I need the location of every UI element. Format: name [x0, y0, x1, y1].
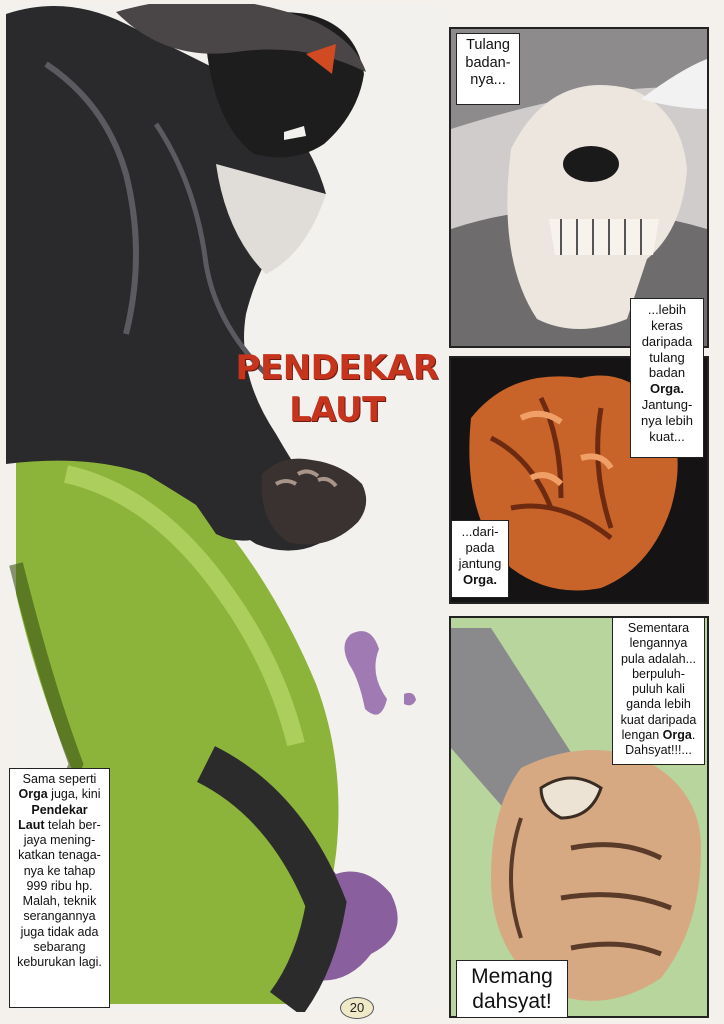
caption-line — [14, 803, 105, 818]
caption-line: kuat... — [649, 428, 685, 444]
caption-name: Orga — [662, 727, 692, 742]
caption-line: nya... — [470, 72, 506, 89]
caption-line: puluh kali — [632, 682, 685, 696]
caption-line — [14, 787, 105, 802]
caption-line: jaya mening- — [23, 833, 96, 847]
caption-text: lengan — [621, 727, 663, 742]
caption-line: pada — [465, 539, 495, 555]
caption-line: badan- — [465, 54, 511, 71]
caption-line: ...lebih — [647, 302, 687, 317]
caption-line: ganda lebih — [626, 697, 691, 712]
caption-text: . — [691, 727, 696, 742]
caption-line: lengannya — [629, 636, 688, 651]
caption-line: Jantung- — [641, 397, 693, 413]
caption-name: Orga. — [650, 381, 684, 397]
caption-line: nya lebih — [640, 413, 694, 429]
caption-name: Laut — [18, 817, 45, 832]
caption-name: Pendekar — [31, 802, 88, 817]
caption-line: serangannya — [23, 909, 96, 924]
caption-line: Malah, teknik — [22, 894, 97, 908]
caption-line — [617, 728, 700, 743]
page-number: 20 — [340, 997, 374, 1019]
caption-line: juga tidak ada — [20, 924, 99, 939]
caption-line: 999 ribu hp. — [26, 878, 93, 893]
caption-skull-top — [456, 33, 520, 105]
caption-line: ...dari- — [461, 524, 499, 539]
caption-heart — [451, 520, 509, 598]
caption-line — [456, 572, 504, 588]
caption-line: Sama seperti — [22, 772, 97, 786]
caption-line — [635, 381, 699, 397]
caption-line — [14, 818, 105, 833]
caption-line: Sementara — [627, 621, 690, 635]
caption-skull-bottom — [630, 298, 704, 458]
caption-fist-bottom — [456, 960, 568, 1018]
caption-line: jantung — [458, 555, 502, 571]
caption-line: pula adalah... — [620, 651, 697, 666]
caption-name: Orga — [18, 787, 48, 802]
caption-line: berpuluh- — [632, 666, 685, 681]
caption-line: badan — [648, 365, 686, 381]
caption-line: Dahsyat!!!... — [625, 743, 692, 757]
caption-line: katkan tenaga- — [18, 848, 101, 863]
caption-line: daripada — [641, 333, 693, 349]
caption-line: nya ke tahap — [23, 863, 96, 878]
caption-line: dahsyat! — [472, 990, 552, 1013]
title-line-2: LAUT — [289, 390, 385, 430]
caption-line: sebarang — [33, 939, 86, 954]
caption-line: Tulang — [466, 37, 510, 53]
caption-text: telah ber- — [44, 817, 101, 832]
page-title — [234, 347, 440, 431]
caption-line: kuat daripada — [620, 712, 697, 727]
caption-fist-top — [612, 617, 705, 765]
caption-name: Orga. — [463, 571, 497, 587]
caption-line: keburukan lagi. — [17, 955, 102, 969]
caption-line: Memang — [471, 965, 553, 988]
caption-left-narration — [9, 768, 110, 1008]
caption-line: keras — [651, 317, 683, 333]
caption-line: tulang — [649, 349, 685, 365]
title-line-1: PENDEKAR — [235, 348, 439, 388]
caption-text: juga, kini — [47, 787, 101, 802]
